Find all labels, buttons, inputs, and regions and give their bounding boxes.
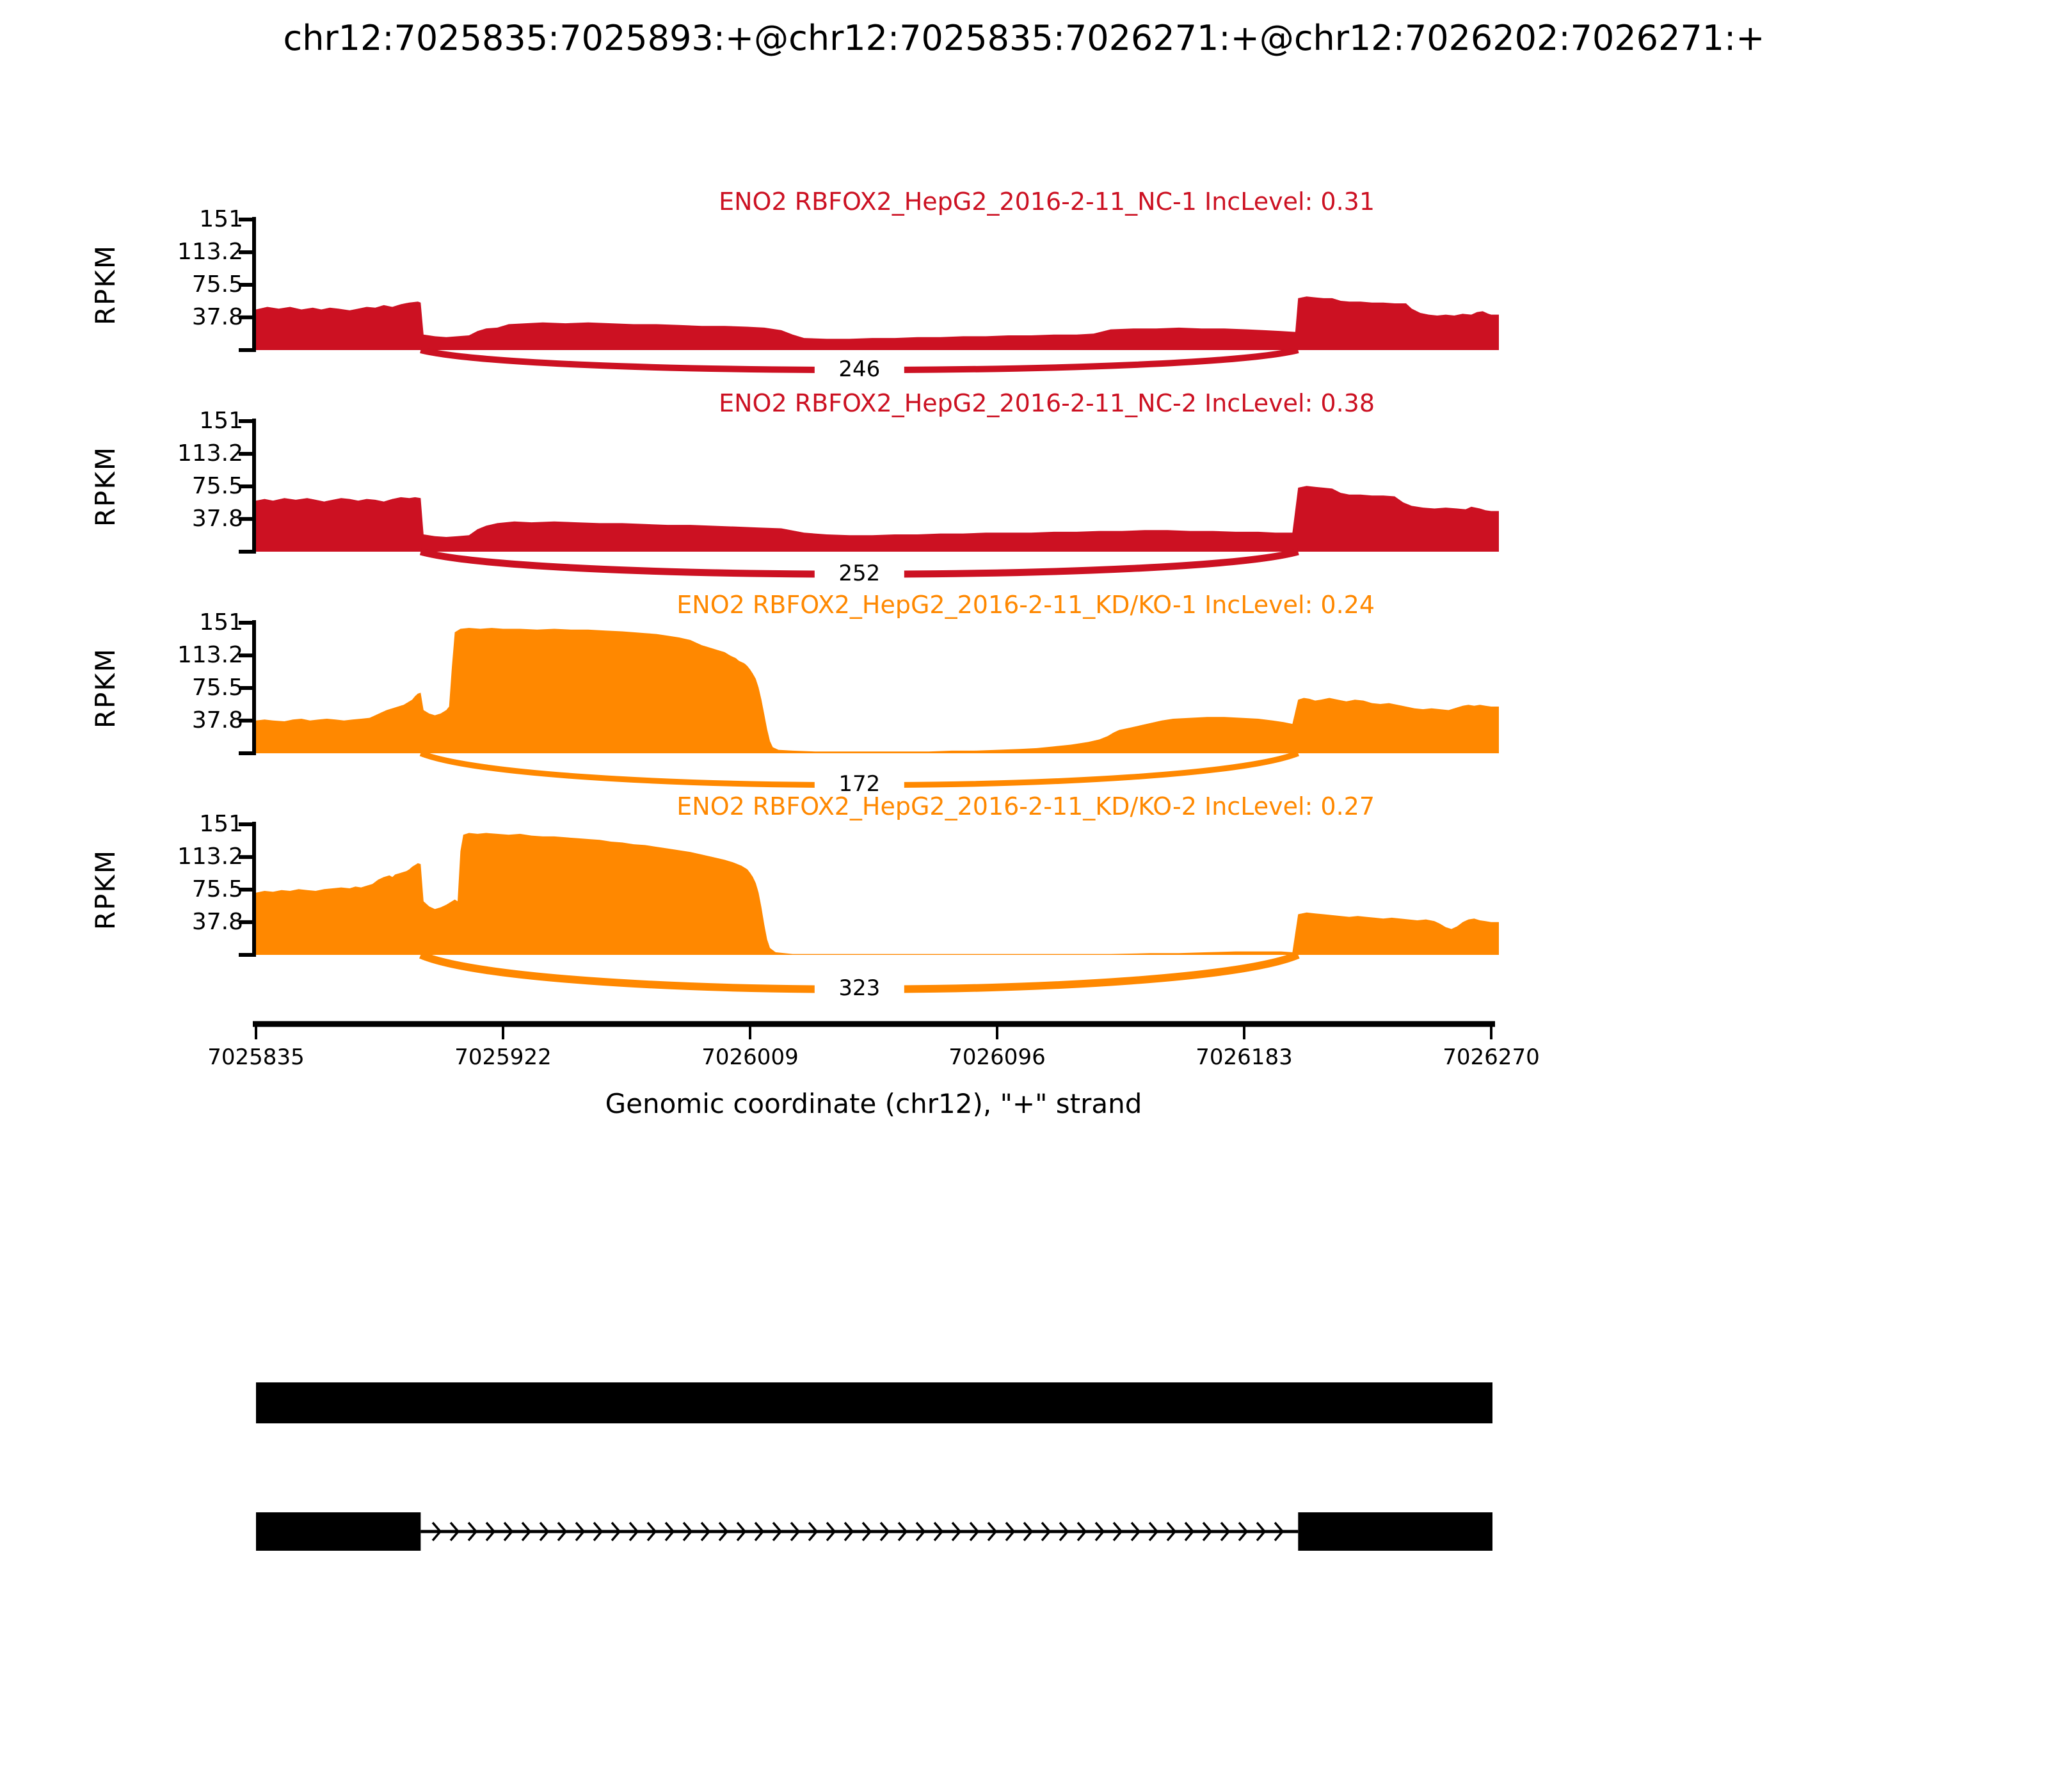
track-2-y-axis-title: RPKM	[90, 445, 121, 527]
track-4-y-tick-label: 151	[199, 811, 243, 837]
figure-title: chr12:7025835:7025893:+@chr12:7025835:7026271:+@chr12:7026202:7026271:+	[283, 18, 1765, 58]
track-1-y-axis-title: RPKM	[90, 244, 121, 326]
track-2-y-tick-label: 37.8	[191, 505, 243, 532]
track-4-title: ENO2 RBFOX2_HepG2_2016-2-11_KD/KO-2 IncLevel: 0.27	[676, 792, 1375, 820]
x-tick-label: 7025922	[454, 1044, 552, 1070]
track-4-coverage-area	[256, 833, 1499, 956]
track-1-coverage-area	[256, 296, 1499, 350]
track-3-y-tick-label: 37.8	[191, 707, 243, 733]
track-3-y-tick-label: 113.2	[177, 642, 243, 669]
track-2-junction-count: 252	[838, 561, 881, 586]
track-1-y-tick-label: 151	[199, 206, 243, 232]
track-2-y-tick-label: 151	[199, 408, 243, 434]
x-tick-label: 7026270	[1443, 1044, 1540, 1070]
track-4-junction-count: 323	[838, 975, 881, 1001]
track-3-coverage-area	[256, 628, 1499, 753]
x-tick-label: 7026096	[948, 1044, 1046, 1070]
x-tick-label: 7026183	[1196, 1044, 1293, 1070]
track-4-y-tick-label: 75.5	[191, 876, 243, 902]
x-tick-label: 7026009	[701, 1044, 799, 1070]
track-1-y-tick-label: 113.2	[177, 239, 243, 266]
track-3-y-axis-title: RPKM	[90, 647, 121, 729]
track-1-y-tick-label: 37.8	[191, 303, 243, 330]
gene-model-long-isoform-exon	[256, 1382, 1492, 1423]
track-4-y-tick-label: 113.2	[177, 844, 243, 870]
track-2-y-tick-label: 113.2	[177, 440, 243, 467]
gene-model-right-exon	[1298, 1512, 1492, 1551]
track-3-y-tick-label: 151	[199, 609, 243, 636]
track-1-junction-count: 246	[838, 356, 881, 382]
track-2-title: ENO2 RBFOX2_HepG2_2016-2-11_NC-2 IncLevel: 0.38	[719, 389, 1375, 417]
track-3-junction-count: 172	[838, 771, 881, 797]
track-4-y-tick-label: 37.8	[191, 908, 243, 935]
track-2-coverage-area	[256, 486, 1499, 552]
track-1-y-tick-label: 75.5	[191, 271, 243, 298]
track-1-title: ENO2 RBFOX2_HepG2_2016-2-11_NC-1 IncLevel: 0.31	[719, 188, 1375, 216]
track-2-y-tick-label: 75.5	[191, 473, 243, 499]
gene-model-left-exon	[256, 1512, 420, 1551]
x-tick-label: 7025835	[207, 1044, 305, 1070]
track-4-y-axis-title: RPKM	[90, 849, 121, 931]
track-3-y-tick-label: 75.5	[191, 675, 243, 701]
track-3-title: ENO2 RBFOX2_HepG2_2016-2-11_KD/KO-1 IncLevel: 0.24	[676, 591, 1375, 619]
x-axis-label: Genomic coordinate (chr12), "+" strand	[605, 1088, 1142, 1119]
